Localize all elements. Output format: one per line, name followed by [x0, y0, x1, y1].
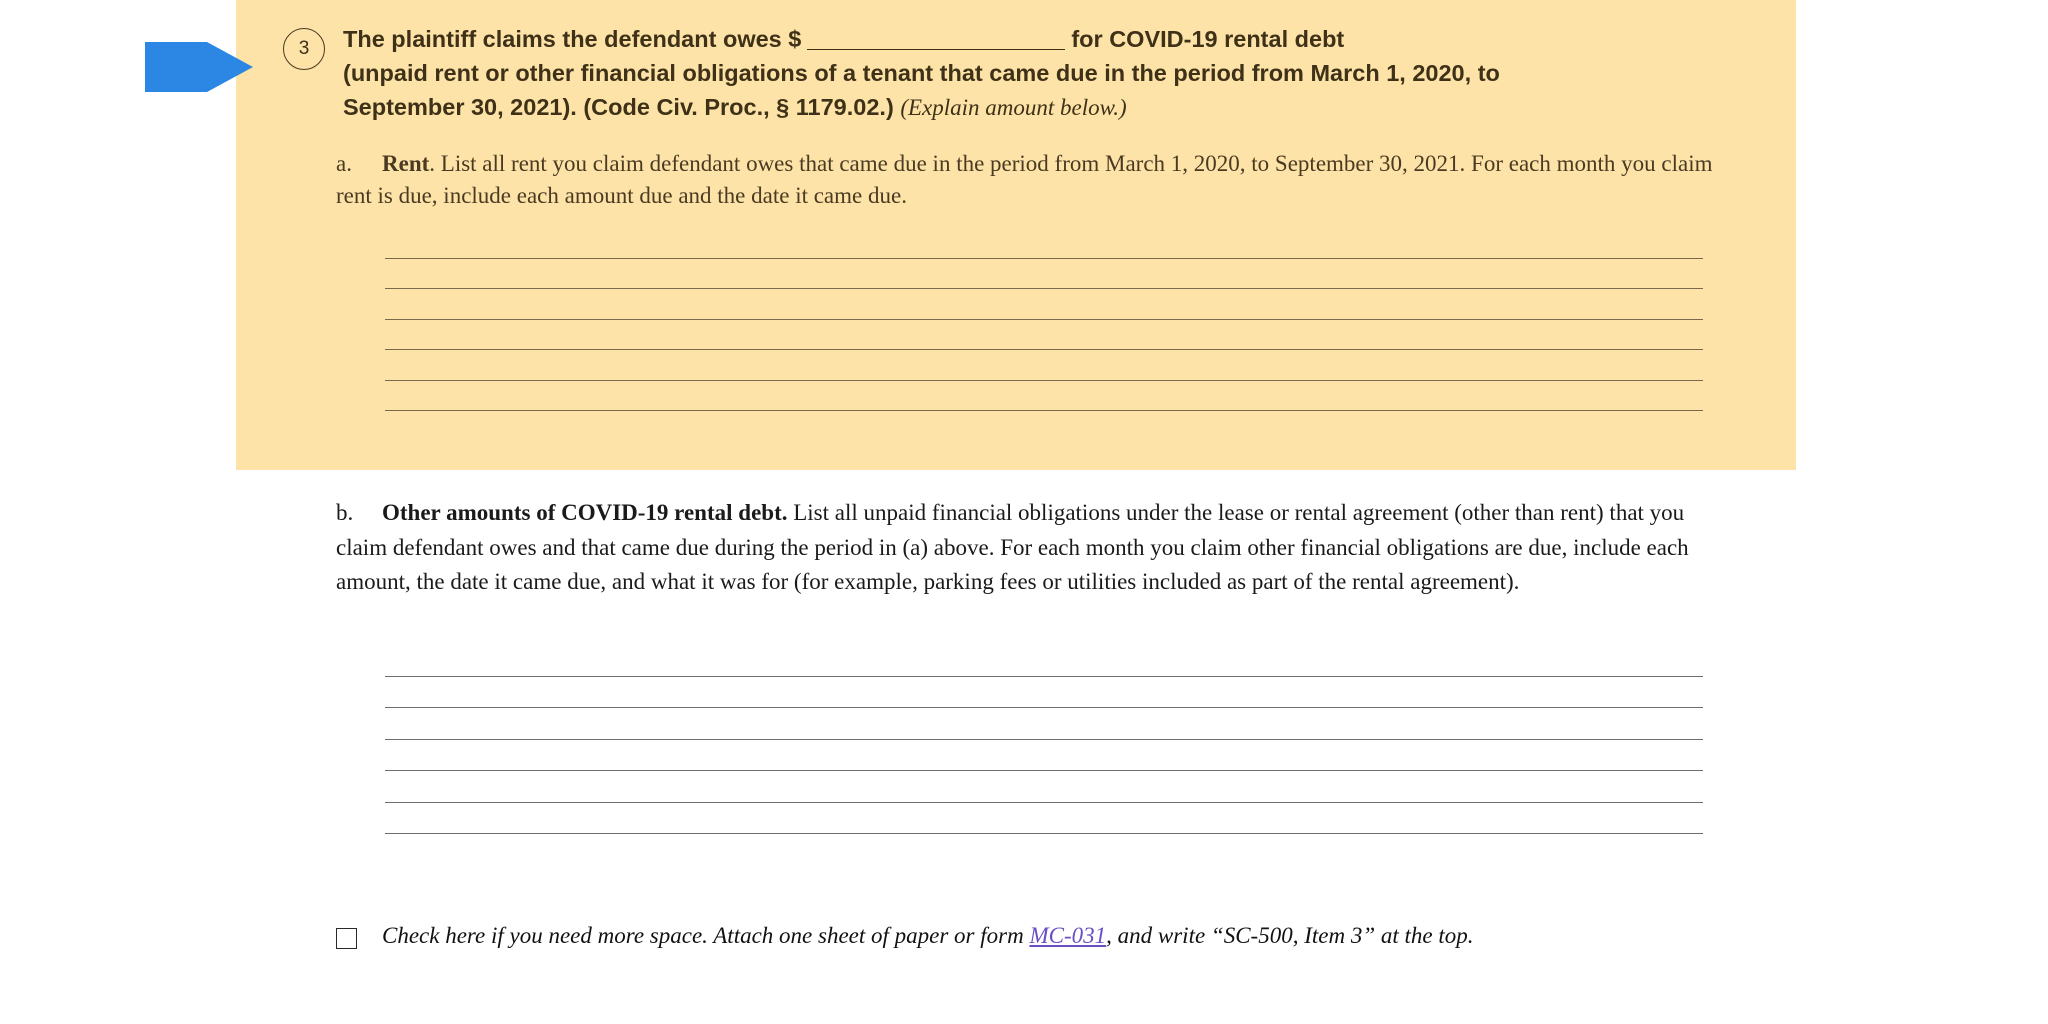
item-number-badge: [283, 28, 325, 70]
answer-line[interactable]: [385, 381, 1703, 412]
answer-line[interactable]: [385, 740, 1703, 772]
subitem-a-answer-area[interactable]: [385, 228, 1703, 411]
subitem-b-marker: b.: [336, 500, 354, 525]
more-space-text-after: , and write “SC-500, Item 3” at the top.: [1106, 923, 1474, 948]
subitem-b-text: List all unpaid financial obligations under the lease or rental agreement (other than rent) that you claim defendant owes and that came due during the period in (a) above. For each month you claim other financial obligations are due, include each amount, the date it came due, and what it was for (for example, parking fees or utilities included as part of the rental agreement).: [336, 500, 1689, 594]
subitem-b-answer-area[interactable]: [385, 645, 1703, 834]
answer-line[interactable]: [385, 803, 1703, 835]
subitem-a-text: . List all rent you claim defendant owes that came due in the period from March 1, 2020, to September 30, 2021. For each month you claim rent is due, include each amount due and the date it came due.: [336, 151, 1713, 208]
answer-line[interactable]: [385, 677, 1703, 709]
answer-line[interactable]: [385, 708, 1703, 740]
subitem-a: [336, 148, 1716, 212]
item3-heading-post: for COVID-19 rental debt: [1071, 26, 1345, 52]
subitem-a-body: [336, 151, 1712, 208]
arrow-pointer-icon: [145, 36, 255, 98]
subitem-b-body: [336, 500, 1689, 594]
answer-line[interactable]: [385, 228, 1703, 259]
subitem-a-marker: a.: [336, 151, 352, 176]
subitem-b-label: Other amounts of COVID-19 rental debt.: [382, 500, 788, 525]
answer-line[interactable]: [385, 645, 1703, 677]
answer-line[interactable]: [385, 771, 1703, 803]
mc-031-link[interactable]: MC-031: [1029, 923, 1107, 948]
more-space-row: [336, 920, 1716, 952]
item3-heading-line3: September 30, 2021). (Code Civ. Proc., § 1179.02.): [343, 94, 894, 120]
answer-line[interactable]: [385, 320, 1703, 351]
item3-explain-note: (Explain amount below.): [900, 95, 1127, 120]
answer-line[interactable]: [385, 350, 1703, 381]
more-space-checkbox[interactable]: [336, 928, 357, 949]
answer-line[interactable]: [385, 259, 1703, 290]
subitem-b: [336, 496, 1716, 600]
item3-heading: [343, 22, 1743, 125]
answer-line[interactable]: [385, 289, 1703, 320]
item-number-label: 3: [298, 38, 310, 59]
item3-heading-pre: The plaintiff claims the defendant owes $: [343, 26, 802, 52]
subitem-a-label: Rent: [382, 151, 430, 176]
item3-heading-line2: (unpaid rent or other financial obligations of a tenant that came due in the period from March 1, 2020, to: [343, 60, 1500, 86]
more-space-text: [382, 923, 1474, 948]
amount-blank-field[interactable]: [807, 27, 1065, 50]
more-space-text-before: Check here if you need more space. Attach one sheet of paper or form: [382, 923, 1030, 948]
